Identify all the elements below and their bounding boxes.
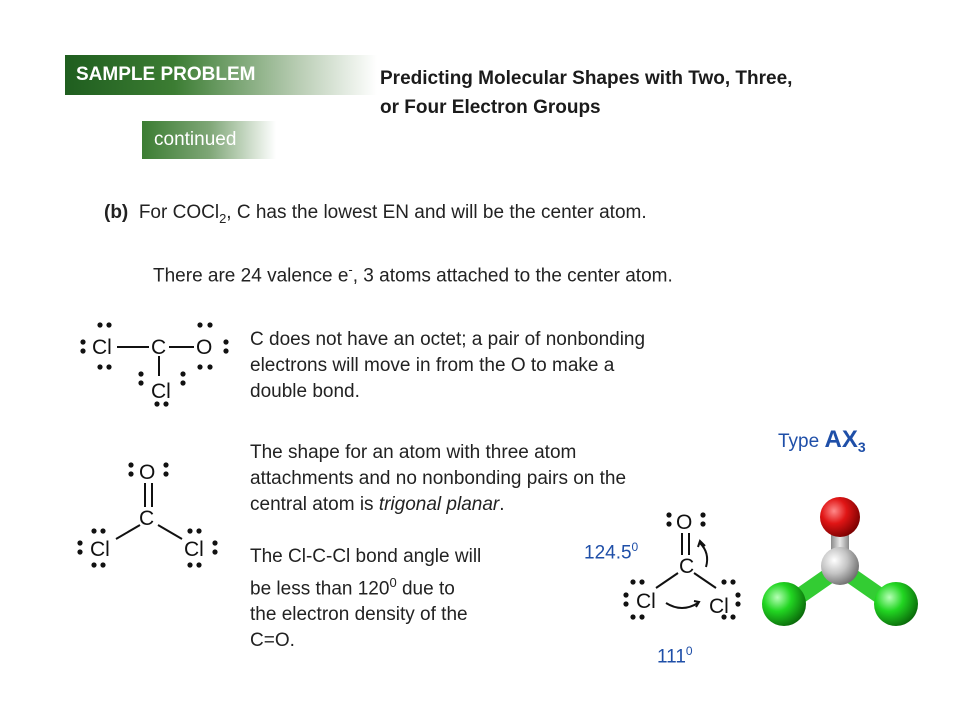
angle-line1: The Cl-C-Cl bond angle will (250, 546, 482, 567)
angle-paragraph (250, 544, 481, 654)
lewis-structure-single-bond (70, 312, 240, 422)
octet-line3: double bond. (250, 381, 360, 402)
shape-line1: The shape for an atom with three atom (250, 442, 577, 463)
lewis1-o: O (196, 336, 213, 359)
line2-sup: - (348, 262, 353, 277)
type-sub: 3 (857, 438, 866, 455)
angle-line3: the electron density of the (250, 604, 468, 626)
lewis-structure-bond-angles (620, 505, 750, 630)
shape-line3-post: . (499, 494, 505, 515)
trigonal-planar-term: trigonal planar (378, 494, 500, 515)
angle-line2-pre: be less than 120 (250, 578, 390, 600)
lewis2-o: O (139, 461, 156, 484)
octet-line1: C does not have an octet; a pair of nonbonding (250, 329, 646, 350)
sample-problem-label: SAMPLE PROBLEM (76, 64, 256, 85)
shape-line3-pre: central atom is (250, 494, 379, 515)
line1-pre: For COCl (138, 202, 220, 223)
angle-line2 (250, 570, 481, 602)
line2-pre: There are 24 valence e (153, 265, 349, 287)
lewis-structure-double-bond (72, 455, 232, 580)
lewis1-c: C (151, 336, 167, 359)
ball-and-stick-model (752, 490, 927, 635)
lewis3-c: C (679, 555, 695, 578)
lewis3-o: O (676, 511, 693, 534)
angle-bottom-value: 111 (657, 646, 686, 668)
problem-title-line2: or Four Electron Groups (380, 97, 601, 118)
molecule-type (778, 426, 866, 455)
angle-label-bottom (657, 644, 693, 668)
statement-line2 (153, 257, 673, 289)
octet-paragraph (250, 327, 645, 405)
shape-line2: attachments and no nonbonding pairs on the (250, 468, 627, 489)
type-formula: AX (824, 426, 858, 453)
line1-sub: 2 (219, 210, 227, 226)
lewis1-cl-bottom: Cl (151, 380, 171, 403)
lewis2-c: C (139, 507, 155, 530)
chlorine-atom-right (874, 582, 918, 626)
angle-bottom-sup: 0 (685, 644, 693, 658)
problem-title-line1: Predicting Molecular Shapes with Two, Three, (380, 68, 793, 89)
lewis3-cl-left: Cl (636, 590, 656, 613)
angle-line4: C=O. (250, 630, 295, 652)
continued-label: continued (154, 129, 237, 150)
octet-line2: electrons will move in from the O to make a (250, 355, 615, 376)
angle-line2-sup: 0 (389, 575, 397, 590)
oxygen-atom (820, 497, 860, 537)
line2-post: , 3 atoms attached to the center atom. (352, 265, 673, 287)
lewis2-cl-left: Cl (90, 538, 110, 561)
lewis1-cl-left: Cl (92, 336, 112, 359)
lewis2-cl-right: Cl (184, 538, 204, 561)
chlorine-atom-left (762, 582, 806, 626)
statement-line1 (104, 200, 647, 232)
line1-post: , C has the lowest EN and will be the center atom. (226, 202, 647, 223)
angle-line2-post: due to (396, 578, 455, 600)
angle-top-sup: 0 (631, 540, 639, 554)
carbon-atom (821, 547, 859, 585)
part-label: (b) (104, 202, 129, 223)
angle-top-value: 124.5 (584, 542, 632, 564)
shape-paragraph (250, 440, 626, 518)
shape-line3 (250, 492, 626, 518)
type-prefix: Type (778, 431, 825, 452)
problem-title (380, 64, 792, 122)
lewis3-cl-right: Cl (709, 595, 729, 618)
